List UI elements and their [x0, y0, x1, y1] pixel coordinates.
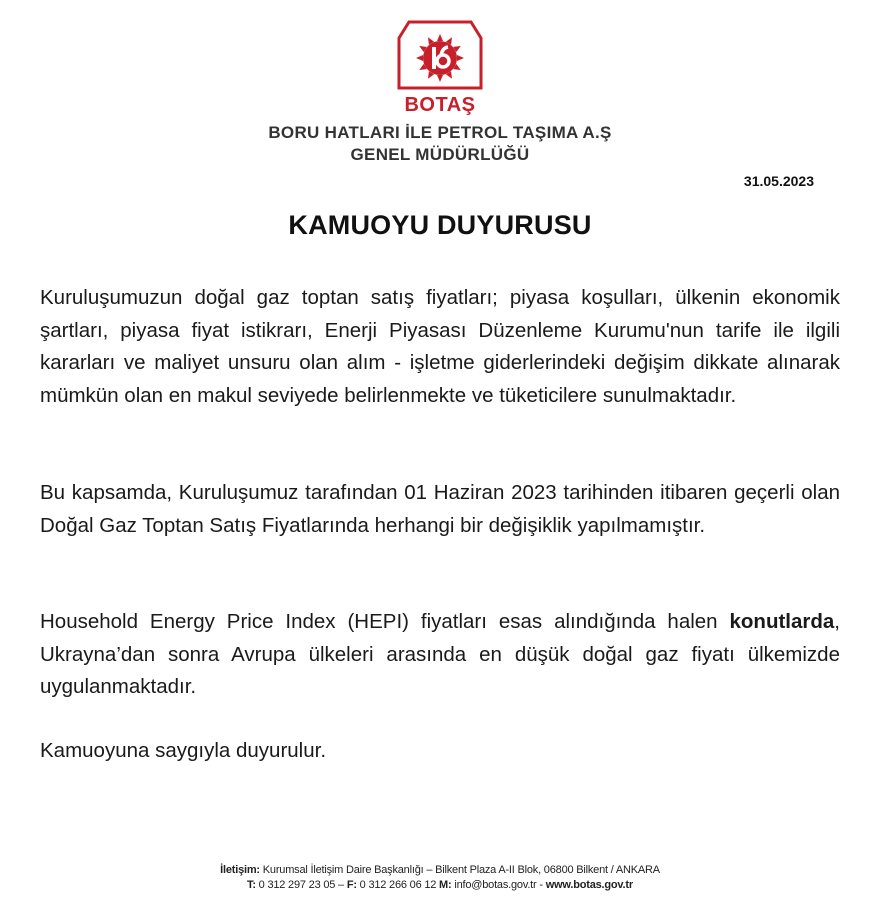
paragraph-1: Kuruluşumuzun doğal gaz toptan satış fiyatları; piyasa koşulları, ülkenin ekonomik şartları, piyasa fiyat istikrarı, Enerji Piyasası Düzenleme Kurumu'nun tarife ile ilgili kararları ve maliyet unsuru olan alım - işletme giderlerindeki değişim dikkate alınarak mümkün olan en makul seviyede belirlenmekte ve tüketicilere sunulmaktadır.: [40, 286, 840, 407]
paragraph-2: Bu kapsamda, Kuruluşumuz tarafından 01 Haziran 2023 tarihinden itibaren geçerli olan Doğal Gaz Toptan Satış Fiyatlarında herhangi bir değişiklik yapılmamıştır.: [40, 481, 840, 537]
paragraph-3-text-b: , Ukrayna’dan sonra Avrupa ülkeleri arasında en düşük doğal gaz fiyatı ülkemizde uygulanmaktadır.: [40, 610, 840, 698]
footer-f-label: F:: [346, 879, 357, 891]
botas-logo: [395, 18, 485, 90]
logo-sun-emblem: [416, 34, 464, 82]
footer-email[interactable]: info@botas.gov.tr -: [451, 879, 546, 891]
footer-t-label: T:: [247, 879, 256, 891]
footer-address: [0, 864, 880, 876]
paragraph-4: Kamuoyuna saygıyla duyurulur.: [40, 739, 327, 762]
brand-name: BOTAŞ: [404, 94, 476, 116]
footer-contact-text: Kurumsal İletişim Daire Başkanlığı – Bilkent Plaza A-II Blok, 06800 Bilkent / ANKARA: [259, 864, 660, 876]
footer-phones: [0, 879, 880, 891]
document-title: KAMUOYU DUYURUSU: [288, 210, 592, 240]
paragraph-3-text-a: Household Energy Price Index (HEPI) fiyatları esas alındığında halen: [40, 610, 730, 633]
footer-contact-label: İletişim:: [220, 864, 260, 876]
footer-website-link[interactable]: www.botas.gov.tr: [545, 879, 633, 891]
paragraph-3: [40, 606, 840, 704]
company-name-line2: GENEL MÜDÜRLÜĞÜ: [350, 145, 530, 164]
company-name-line1: BORU HATLARI İLE PETROL TAŞIMA A.Ş: [268, 123, 612, 142]
footer-f-value: 0 312 266 06 12: [356, 879, 440, 891]
document-date: 31.05.2023: [743, 173, 814, 189]
footer-m-label: M:: [439, 879, 452, 891]
paragraph-3-bold: konutlarda: [729, 610, 835, 633]
footer-t-value: 0 312 297 23 05 –: [255, 879, 347, 891]
